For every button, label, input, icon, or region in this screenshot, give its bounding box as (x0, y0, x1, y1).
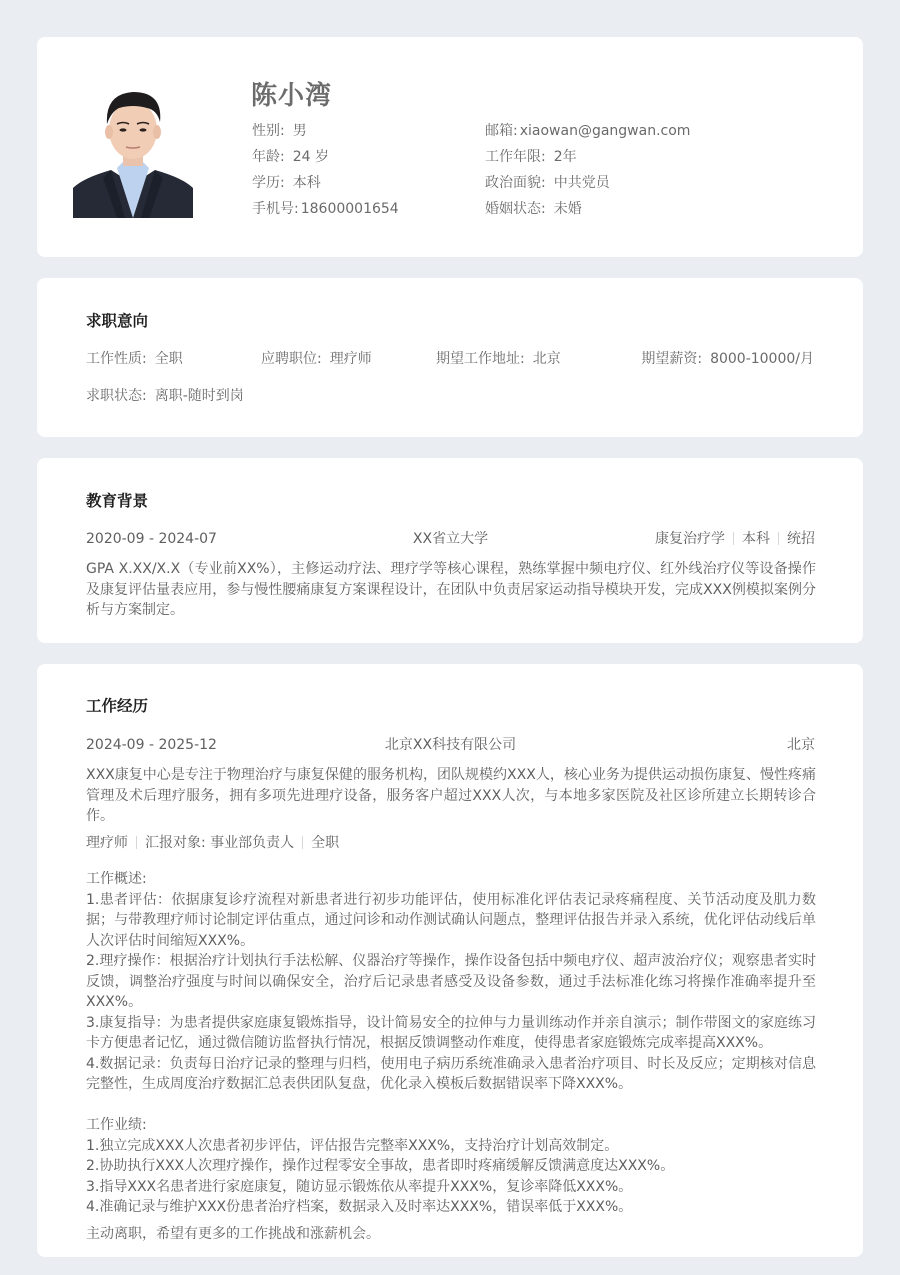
field-label: 政治面貌: (485, 175, 546, 191)
field-value: 全职 (154, 351, 183, 367)
intent-work-type (86, 348, 183, 370)
leave-reason: 主动离职，希望有更多的工作挑战和涨薪机会。 (86, 1225, 380, 1242)
education-degree: 本科 (742, 531, 770, 547)
work-period: 2024-09 - 2025-12 (86, 737, 217, 753)
field-value: 男 (292, 123, 307, 139)
work-details (86, 869, 816, 1244)
field-value: 本科 (292, 175, 321, 191)
company-description: XXX康复中心是专注于物理治疗与康复保健的服务机构，团队规模约XXX人，核心业务为提供运动损伤康复、慢性疼痛管理及术后理疗服务，拥有多项先进理疗设备，服务客户超过XXX人次，与本地多家医院及社区诊所建立长期转诊合作。 (86, 767, 816, 824)
field-value: 理疗师 (329, 351, 372, 367)
section-title-work: 工作经历 (86, 697, 149, 715)
work-location: 北京 (787, 737, 815, 753)
education-period: 2020-09 - 2024-07 (86, 531, 217, 547)
field-label: 手机号: (252, 201, 299, 217)
field-work-years (485, 146, 690, 172)
divider (778, 532, 779, 545)
field-label: 性别: (252, 123, 285, 139)
field-value: 未婚 (553, 201, 582, 217)
education-tags (655, 528, 815, 550)
personal-info-right (485, 120, 690, 224)
field-marital-status (485, 198, 690, 224)
intent-position (261, 348, 372, 370)
work-role-row (86, 832, 815, 854)
field-political-status (485, 172, 690, 198)
achievement-item: 3.指导XXX名患者进行家庭康复，随访显示锻炼依从率提升XXX%，复诊率降低XXX%。 (86, 1178, 633, 1195)
job-intent-card (37, 278, 863, 437)
field-value: 18600001654 (300, 201, 399, 217)
education-major: 康复治疗学 (655, 531, 725, 547)
personal-info-left (252, 120, 399, 224)
divider (733, 532, 734, 545)
achievement-item: 1.独立完成XXX人次患者初步评估，评估报告完整率XXX%，支持治疗计划高效制定。 (86, 1137, 619, 1154)
field-label: 期望工作地址: (436, 351, 525, 367)
spacer (86, 1095, 816, 1116)
overview-item: 4.数据记录：负责每日治疗记录的整理与归档，使用电子病历系统准确录入患者治疗项目、时长及反应；定期核对信息完整性，生成周度治疗数据汇总表供团队复盘，优化录入模板后数据错误率下降XXX%。 (86, 1055, 816, 1092)
field-gender (252, 120, 399, 146)
field-label: 工作年限: (485, 149, 546, 165)
work-report-to: 汇报对象: 事业部负责人 (145, 835, 295, 851)
field-value: 24 岁 (292, 149, 329, 165)
field-value: 8000-10000/月 (710, 351, 814, 367)
field-label: 婚姻状态: (485, 201, 546, 217)
education-enrollment: 统招 (787, 531, 815, 547)
field-phone (252, 198, 399, 224)
field-label: 学历: (252, 175, 285, 191)
intent-salary (641, 348, 814, 370)
profile-photo (73, 88, 193, 218)
field-value: 离职-随时到岗 (154, 388, 244, 404)
achievement-item: 2.协助执行XXX人次理疗操作，操作过程零安全事故，患者即时疼痛缓解反馈满意度达XXX%。 (86, 1158, 675, 1174)
work-experience-card (37, 664, 863, 1257)
work-role: 理疗师 (86, 835, 128, 851)
education-description: GPA X.XX/X.X（专业前XX%），主修运动疗法、理疗学等核心课程，熟练掌握中频电疗仪、红外线治疗仪等设备操作及康复评估量表应用，参与慢性腰痛康复方案课程设计，在团队中负责居家运动指导模块开发，完成XXX例模拟案例分析与方案制定。 (86, 561, 816, 618)
job-intent-row (86, 385, 814, 407)
work-company: 北京XX科技有限公司 (384, 737, 517, 753)
overview-item: 2.理疗操作：根据治疗计划执行手法松解、仪器治疗等操作，操作设备包括中频电疗仪、超声波治疗仪；观察患者实时反馈，调整治疗强度与时间以确保安全，治疗后记录患者感受及设备参数，通过手法标准化练习将操作准确率提升至XXX%。 (86, 953, 816, 1010)
field-label: 期望薪资: (641, 351, 703, 367)
field-label: 求职状态: (86, 388, 147, 404)
achievement-item: 4.准确记录与维护XXX份患者治疗档案，数据录入及时率达XXX%，错误率低于XXX%。 (86, 1199, 633, 1215)
field-value: 北京 (532, 351, 561, 367)
work-role-tags (86, 832, 339, 854)
section-title-job-intent: 求职意向 (86, 312, 149, 330)
profile-card (37, 37, 863, 257)
job-intent-row (86, 348, 814, 370)
candidate-name: 陈小湾 (251, 81, 333, 111)
work-job-type: 全职 (311, 835, 340, 851)
education-school: XX省立大学 (412, 531, 489, 547)
education-card (37, 458, 863, 643)
field-age (252, 146, 399, 172)
field-label: 工作性质: (86, 351, 147, 367)
divider (302, 836, 303, 849)
education-meta-row (86, 528, 815, 550)
field-label: 应聘职位: (261, 351, 322, 367)
portrait-icon (73, 88, 193, 218)
field-value: xiaowan@gangwan.com (519, 123, 691, 139)
work-meta-row (86, 734, 815, 756)
field-label: 年龄: (252, 149, 285, 165)
field-value: 中共党员 (553, 175, 610, 191)
overview-item: 1.患者评估：依据康复诊疗流程对新患者进行初步功能评估，使用标准化评估表记录疼痛程度、关节活动度及肌力数据；与带教理疗师讨论制定评估重点，通过问诊和动作测试确认问题点，整理评估报告并录入系统，优化评估动线后单人次评估时间缩短XXX%。 (86, 891, 816, 949)
intent-job-status (86, 385, 244, 407)
field-label: 邮箱: (485, 123, 518, 139)
field-value: 2年 (553, 149, 577, 165)
intent-location (436, 348, 561, 370)
field-email (485, 120, 690, 146)
achievements-title: 工作业绩: (86, 1117, 147, 1133)
overview-item: 3.康复指导：为患者提供家庭康复锻炼指导，设计简易安全的拉伸与力量训练动作并亲自演示；制作带图文的家庭练习卡方便患者记忆，通过微信随访监督执行情况，根据反馈调整动作难度，使得患者家庭锻炼完成率提高XXX%。 (86, 1014, 816, 1051)
overview-title: 工作概述: (86, 871, 147, 887)
section-title-education: 教育背景 (86, 492, 149, 510)
field-education-level (252, 172, 399, 198)
divider (136, 836, 137, 849)
